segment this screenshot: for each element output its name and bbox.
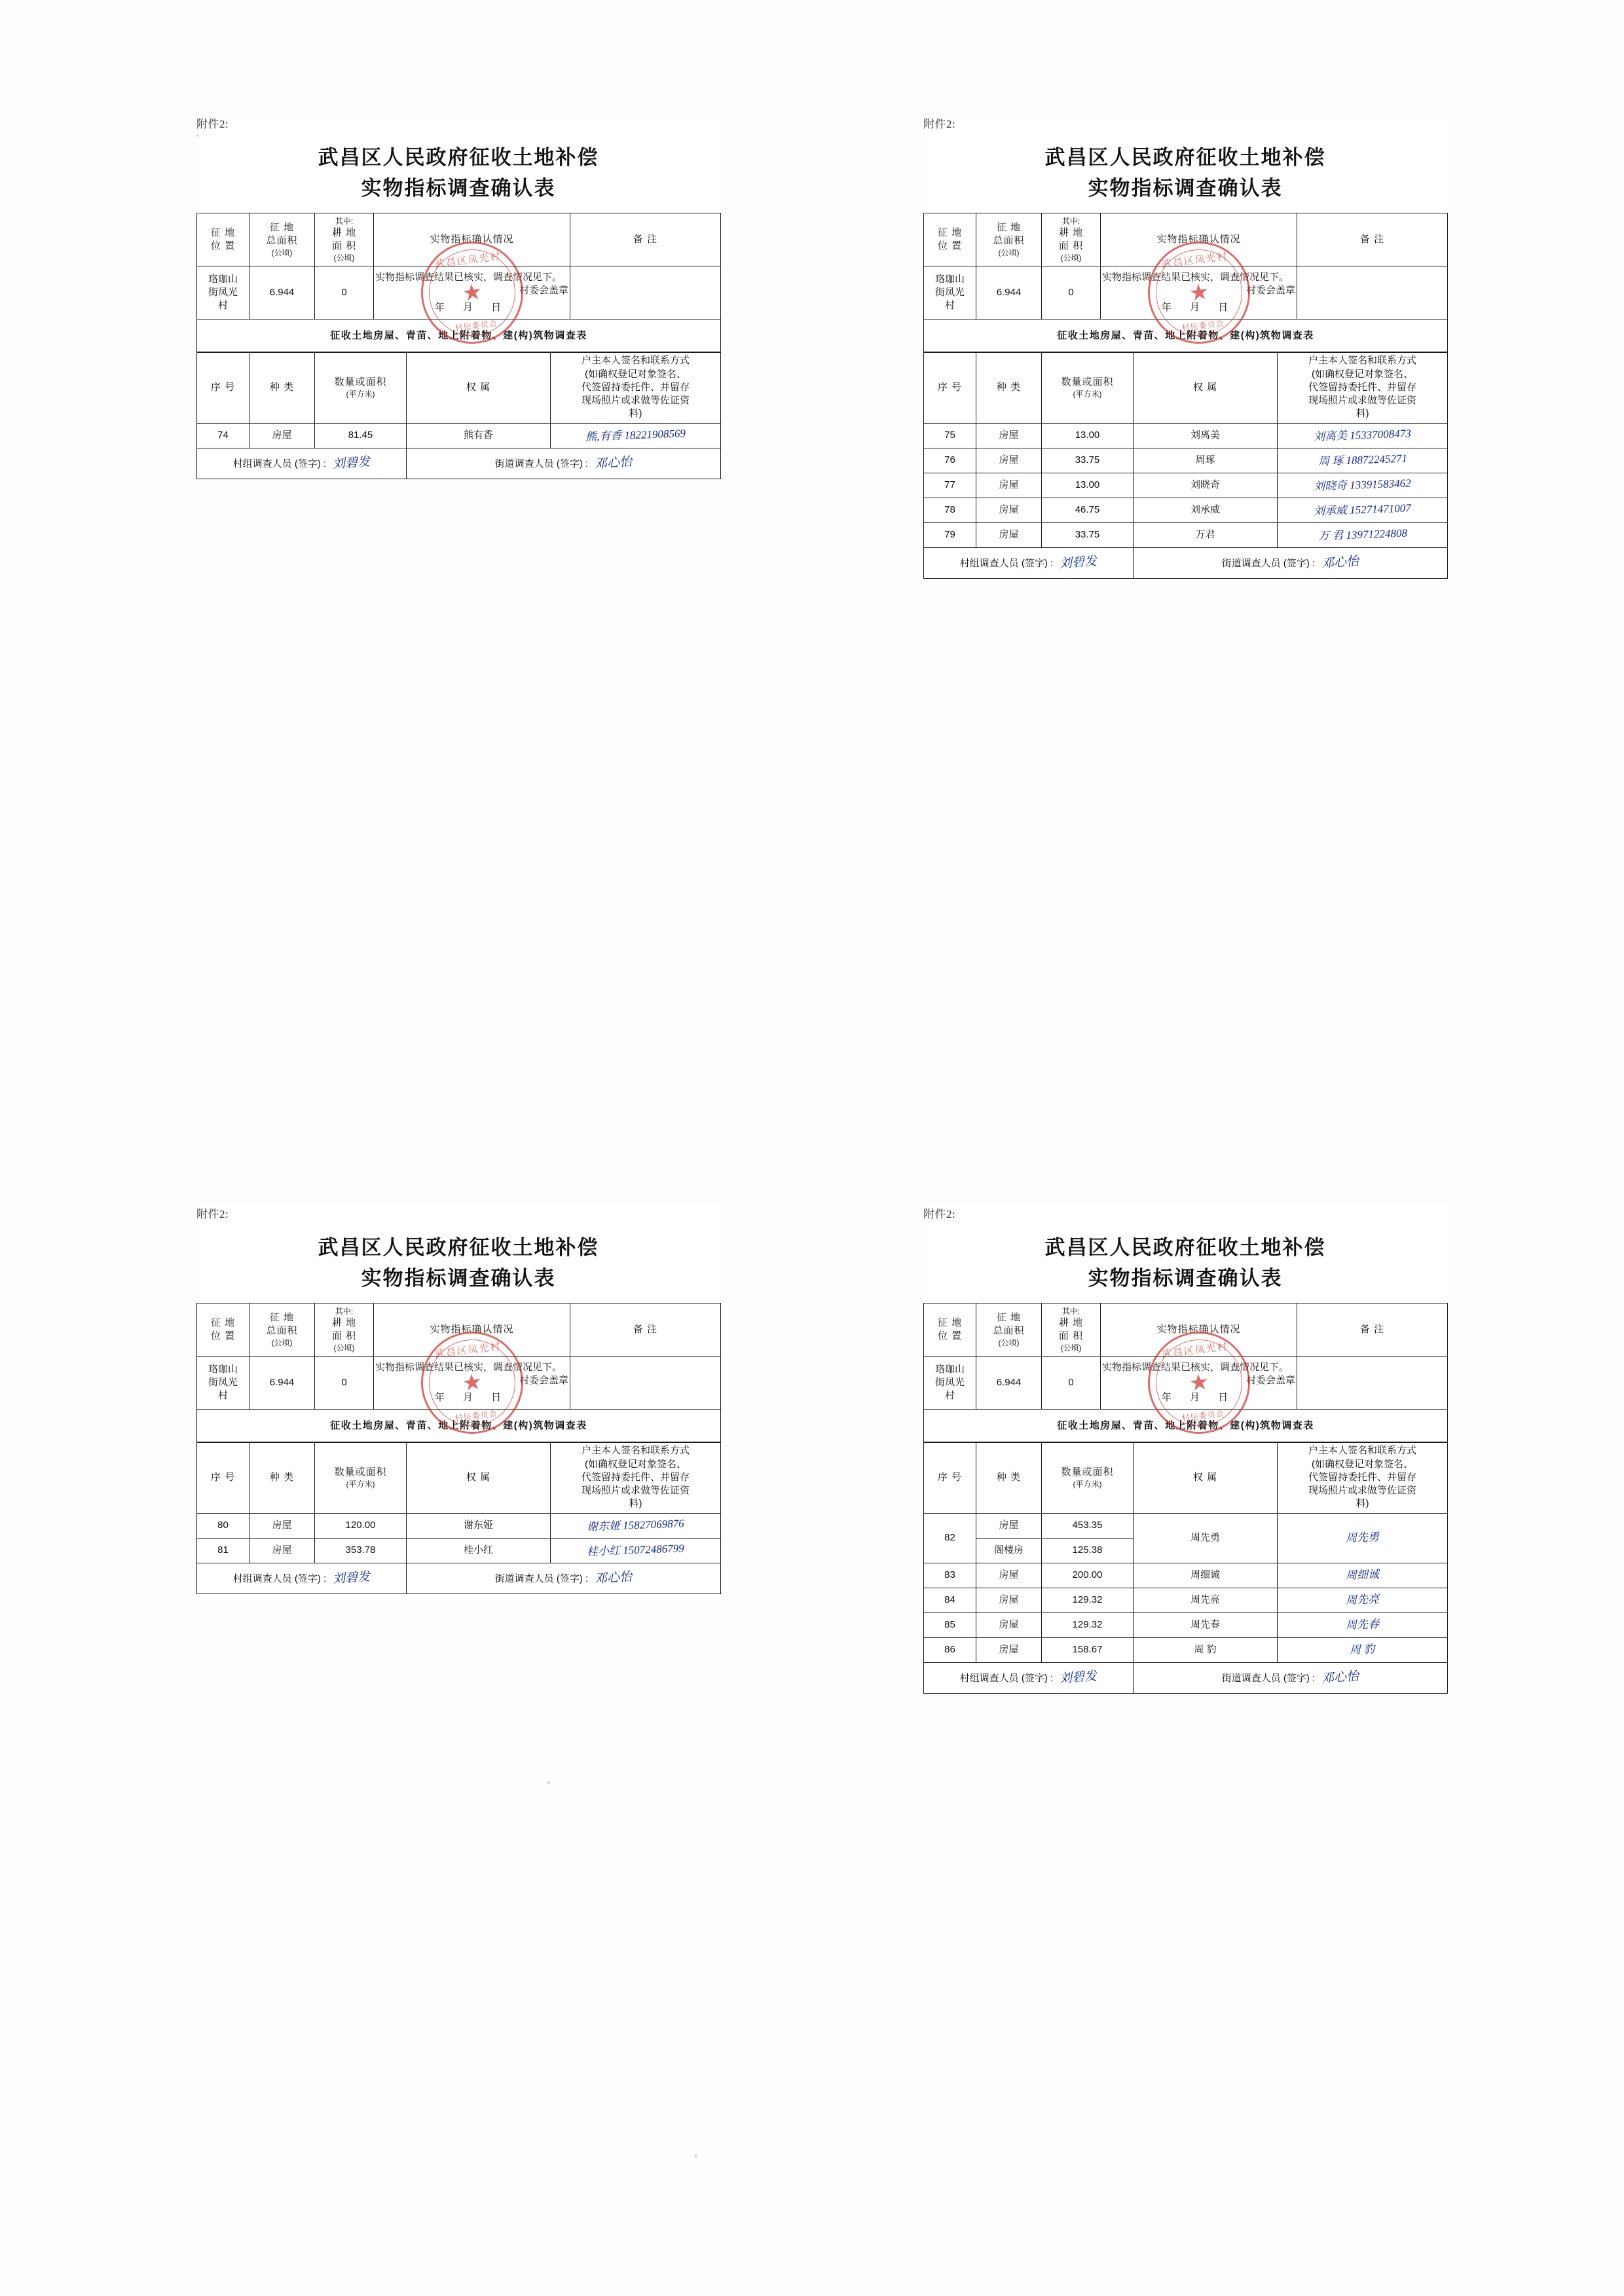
header-table (923, 1303, 1448, 1443)
form-title-line2: 实物指标调查确认表 (1088, 1266, 1283, 1290)
cell-qty: 353.78 (315, 1538, 407, 1563)
cell-signature (1278, 1588, 1448, 1613)
handwritten-signature: 刘承威 15271471007 (1313, 501, 1412, 518)
cell-kind: 房屋 (976, 1513, 1042, 1538)
cell-kind: 房屋 (249, 1538, 315, 1563)
cell-owner: 周琢 (1134, 448, 1278, 473)
cell-remark (570, 266, 721, 319)
scan-speck (547, 1781, 550, 1784)
header-table (196, 1303, 721, 1443)
village-committee-seal: 武昌区凤光村 ★ 村民委员会 (415, 236, 529, 350)
handwritten-signature: 周 琢 18872245271 (1318, 452, 1407, 468)
cell-qty: 158.67 (1042, 1637, 1134, 1662)
handwritten-signature: 周细诚 (1345, 1567, 1380, 1582)
form-title-line2: 实物指标调查确认表 (1088, 176, 1283, 200)
village-investigator-signature: 刘碧发 (1059, 554, 1098, 571)
village-investigator-label: 村组调查人员 (签字) : (959, 1672, 1054, 1684)
table-row (197, 1538, 721, 1563)
table-row (924, 1563, 1448, 1588)
cell-remark (1297, 1357, 1448, 1410)
table-row (197, 423, 721, 448)
cell-confirm (1101, 251, 1297, 333)
cell-signature (1278, 1637, 1448, 1662)
col-header-confirm: 实物指标确认情况 (1101, 1303, 1297, 1357)
handwritten-signature: 周先亮 (1345, 1592, 1380, 1607)
cell-seq: 78 (924, 498, 976, 522)
form-title-line2: 实物指标调查确认表 (361, 1266, 556, 1290)
scan-speck (694, 2154, 697, 2157)
col-header-kind: 种 类 (976, 1442, 1042, 1513)
cell-signature (1278, 423, 1448, 448)
cell-signature (551, 423, 721, 448)
cell-owner: 周先勇 (1134, 1513, 1278, 1563)
confirm-stamp-label: 村委会盖章 (1246, 1374, 1295, 1386)
col-header-remark: 备 注 (1297, 213, 1448, 266)
col-header-farm-area: 其中: 耕 地 面 积 (公顷) (1042, 1303, 1101, 1357)
cell-kind: 房屋 (976, 423, 1042, 448)
col-header-remark: 备 注 (1297, 1303, 1448, 1357)
col-header-owner: 权 属 (1134, 1442, 1278, 1513)
form-top-right (923, 115, 1447, 579)
form-title (196, 1233, 720, 1294)
cell-kind: 房屋 (976, 448, 1042, 473)
cell-qty: 13.00 (1042, 423, 1134, 448)
footer-signature-row (197, 1563, 721, 1594)
table-row (924, 448, 1448, 473)
col-header-kind: 种 类 (249, 352, 315, 423)
confirm-stamp-label: 村委会盖章 (1246, 284, 1295, 296)
street-investigator-label: 街道调查人员 (签字) : (494, 458, 589, 469)
col-header-location: 征 地 位 置 (197, 1303, 249, 1357)
col-header-seq: 序 号 (924, 352, 976, 423)
cell-signature (1278, 448, 1448, 473)
handwritten-signature: 刘晓奇 13391583462 (1313, 477, 1412, 493)
band-title: 征收土地房屋、青苗、地上附着物、建(构)筑物调查表 (197, 1410, 721, 1443)
village-investigator-cell (924, 1662, 1134, 1693)
form-bottom-right (923, 1205, 1447, 1694)
table-row (924, 522, 1448, 547)
street-investigator-cell (407, 448, 721, 479)
table-row (197, 1513, 721, 1538)
band-title: 征收土地房屋、青苗、地上附着物、建(构)筑物调查表 (924, 1410, 1448, 1443)
cell-seq: 79 (924, 522, 976, 547)
village-committee-seal: 武昌区凤光村 ★ 村民委员会 (415, 1326, 529, 1440)
footer-signature-row (924, 547, 1448, 578)
cell-signature (1278, 522, 1448, 547)
table-row (924, 423, 1448, 448)
scan-speck (196, 134, 199, 137)
table-row (924, 498, 1448, 522)
form-title-line1: 武昌区人民政府征收土地补偿 (1044, 1236, 1326, 1259)
cell-seq: 83 (924, 1563, 976, 1588)
col-header-location: 征 地 位 置 (924, 1303, 976, 1357)
cell-total-area: 6.944 (976, 266, 1042, 319)
col-header-seq: 序 号 (924, 1442, 976, 1513)
cell-owner: 刘承威 (1134, 498, 1278, 522)
cell-owner: 桂小红 (407, 1538, 551, 1563)
confirm-date: 年 月 日 (1161, 302, 1236, 314)
confirm-text: 实物指标调查结果已核实，调查情况见下。 (1102, 1361, 1289, 1373)
cell-qty: 81.45 (315, 423, 407, 448)
col-header-kind: 种 类 (249, 1442, 315, 1513)
confirm-text: 实物指标调查结果已核实，调查情况见下。 (375, 1361, 563, 1373)
handwritten-signature: 刘离美 15337008473 (1313, 427, 1412, 443)
attachment-label: 附件2: (196, 1208, 229, 1220)
col-header-total-area: 征 地 总面积 (公顷) (976, 213, 1042, 266)
village-investigator-signature: 刘碧发 (332, 454, 371, 471)
cell-signature (1278, 1513, 1448, 1563)
cell-owner: 刘晓奇 (1134, 473, 1278, 498)
col-header-signature-note: 户主本人签名和联系方式 (如确权登记对象签名、 代签留持委托件、并留存 现场照片或求做等佐证资 料) (1278, 352, 1448, 423)
cell-qty: 33.75 (1042, 522, 1134, 547)
cell-seq: 77 (924, 473, 976, 498)
confirm-date: 年 月 日 (434, 1392, 509, 1404)
cell-signature (1278, 473, 1448, 498)
cell-qty: 46.75 (1042, 498, 1134, 522)
col-header-remark: 备 注 (570, 213, 721, 266)
handwritten-signature: 周 豹 (1350, 1643, 1375, 1656)
cell-kind: 房屋 (976, 498, 1042, 522)
col-header-total-area: 征 地 总面积 (公顷) (976, 1303, 1042, 1357)
cell-kind: 房屋 (976, 1588, 1042, 1613)
street-investigator-cell (1134, 547, 1448, 578)
cell-owner: 周先亮 (1134, 1588, 1278, 1613)
band-title: 征收土地房屋、青苗、地上附着物、建(构)筑物调查表 (197, 319, 721, 353)
col-header-confirm: 实物指标确认情况 (374, 213, 570, 266)
street-investigator-signature: 邓心怡 (1321, 554, 1359, 571)
col-header-kind: 种 类 (976, 352, 1042, 423)
cell-signature (1278, 498, 1448, 522)
confirm-date: 年 月 日 (434, 302, 509, 314)
cell-qty: 129.32 (1042, 1588, 1134, 1613)
cell-seq: 81 (197, 1538, 249, 1563)
cell-qty: 453.35 (1042, 1513, 1134, 1538)
cell-kind: 房屋 (249, 1513, 315, 1538)
cell-qty: 200.00 (1042, 1563, 1134, 1588)
form-top-left (196, 115, 720, 479)
band-title: 征收土地房屋、青苗、地上附着物、建(构)筑物调查表 (924, 319, 1448, 353)
handwritten-signature: 周先勇 (1345, 1530, 1380, 1544)
cell-seq: 75 (924, 423, 976, 448)
cell-remark (570, 1357, 721, 1410)
col-header-signature-note: 户主本人签名和联系方式 (如确权登记对象签名、 代签留持委托件、并留存 现场照片或求做等佐证资 料) (1278, 1442, 1448, 1513)
cell-kind: 房屋 (976, 1563, 1042, 1588)
cell-seq: 84 (924, 1588, 976, 1613)
cell-kind: 房屋 (976, 522, 1042, 547)
form-title (923, 1233, 1447, 1294)
table-row (924, 1637, 1448, 1662)
cell-seq: 82 (924, 1513, 976, 1563)
col-header-qty: 数量或面积 (平方米) (1042, 1442, 1134, 1513)
confirm-text: 实物指标调查结果已核实，调查情况见下。 (1102, 271, 1289, 283)
cell-qty: 129.32 (1042, 1613, 1134, 1637)
col-header-confirm: 实物指标确认情况 (374, 1303, 570, 1357)
col-header-qty: 数量或面积 (平方米) (315, 1442, 407, 1513)
cell-location: 珞珈山 街凤光 村 (924, 266, 976, 319)
cell-kind: 房屋 (976, 473, 1042, 498)
street-investigator-label: 街道调查人员 (签字) : (1221, 557, 1316, 569)
footer-signature-row (197, 448, 721, 479)
cell-signature (551, 1513, 721, 1538)
village-investigator-label: 村组调查人员 (签字) : (959, 557, 1054, 569)
form-title-line1: 武昌区人民政府征收土地补偿 (318, 1236, 599, 1259)
village-investigator-label: 村组调查人员 (签字) : (232, 1573, 327, 1584)
street-investigator-label: 街道调查人员 (签字) : (494, 1573, 589, 1584)
cell-location: 珞珈山 街凤光 村 (197, 266, 249, 319)
cell-total-area: 6.944 (249, 266, 315, 319)
form-title-line1: 武昌区人民政府征收土地补偿 (1044, 146, 1326, 169)
cell-seq: 74 (197, 423, 249, 448)
village-committee-seal: 武昌区凤光村 ★ 村民委员会 (1142, 1326, 1256, 1440)
table-row (924, 1613, 1448, 1637)
cell-qty: 13.00 (1042, 473, 1134, 498)
cell-qty: 33.75 (1042, 448, 1134, 473)
cell-qty: 120.00 (315, 1513, 407, 1538)
col-header-signature-note: 户主本人签名和联系方式 (如确权登记对象签名、 代签留持委托件、并留存 现场照片或求做等佐证资 料) (551, 352, 721, 423)
cell-confirm (374, 251, 570, 333)
cell-farm-area: 0 (315, 1357, 374, 1410)
cell-location: 珞珈山 街凤光 村 (924, 1357, 976, 1410)
handwritten-signature: 桂小红 15072486799 (586, 1542, 685, 1558)
attachment-label: 附件2: (196, 118, 229, 130)
street-investigator-signature: 邓心怡 (1321, 1669, 1359, 1686)
handwritten-signature: 万 君 13971224808 (1318, 526, 1407, 543)
street-investigator-cell (407, 1563, 721, 1594)
col-header-owner: 权 属 (407, 1442, 551, 1513)
cell-owner: 谢东娅 (407, 1513, 551, 1538)
form-title-line2: 实物指标调查确认表 (361, 176, 556, 200)
cell-location: 珞珈山 街凤光 村 (197, 1357, 249, 1410)
cell-total-area: 6.944 (976, 1357, 1042, 1410)
confirm-text: 实物指标调查结果已核实，调查情况见下。 (375, 271, 563, 283)
handwritten-signature: 熊,有香 18221908569 (585, 427, 686, 443)
col-header-confirm: 实物指标确认情况 (1101, 213, 1297, 266)
cell-kind: 阁楼房 (976, 1538, 1042, 1563)
col-header-remark: 备 注 (570, 1303, 721, 1357)
village-committee-seal: 武昌区凤光村 ★ 村民委员会 (1142, 236, 1256, 350)
handwritten-signature: 周先春 (1345, 1617, 1380, 1631)
cell-signature (1278, 1563, 1448, 1588)
detail-table (196, 1442, 721, 1594)
village-investigator-cell (197, 1563, 407, 1594)
street-investigator-signature: 邓心怡 (594, 1569, 633, 1586)
attachment-label: 附件2: (923, 1208, 956, 1220)
detail-table (923, 1442, 1448, 1693)
col-header-qty: 数量或面积 (平方米) (1042, 352, 1134, 423)
cell-kind: 房屋 (976, 1613, 1042, 1637)
header-table (923, 213, 1448, 353)
col-header-farm-area: 其中: 耕 地 面 积 (公顷) (315, 213, 374, 266)
form-title (923, 143, 1447, 204)
street-investigator-signature: 邓心怡 (594, 454, 633, 471)
col-header-owner: 权 属 (407, 352, 551, 423)
village-investigator-signature: 刘碧发 (1059, 1669, 1098, 1686)
col-header-owner: 权 属 (1134, 352, 1278, 423)
village-investigator-cell (924, 547, 1134, 578)
cell-farm-area: 0 (1042, 266, 1101, 319)
cell-total-area: 6.944 (249, 1357, 315, 1410)
col-header-farm-area: 其中: 耕 地 面 积 (公顷) (1042, 213, 1101, 266)
cell-owner: 周 豹 (1134, 1637, 1278, 1662)
form-title (196, 143, 720, 204)
cell-seq: 80 (197, 1513, 249, 1538)
cell-confirm (374, 1341, 570, 1423)
table-row (924, 473, 1448, 498)
cell-qty: 125.38 (1042, 1538, 1134, 1563)
cell-seq: 76 (924, 448, 976, 473)
cell-signature (1278, 1613, 1448, 1637)
cell-kind: 房屋 (976, 1637, 1042, 1662)
street-investigator-cell (1134, 1662, 1448, 1693)
cell-farm-area: 0 (1042, 1357, 1101, 1410)
cell-owner: 刘离美 (1134, 423, 1278, 448)
cell-seq: 86 (924, 1637, 976, 1662)
col-header-location: 征 地 位 置 (197, 213, 249, 266)
cell-owner: 周先春 (1134, 1613, 1278, 1637)
col-header-farm-area: 其中: 耕 地 面 积 (公顷) (315, 1303, 374, 1357)
handwritten-signature: 谢东娅 15827069876 (586, 1517, 685, 1533)
cell-signature (551, 1538, 721, 1563)
street-investigator-label: 街道调查人员 (签字) : (1221, 1672, 1316, 1684)
cell-remark (1297, 266, 1448, 319)
village-investigator-signature: 刘碧发 (332, 1569, 371, 1586)
village-investigator-cell (197, 448, 407, 479)
col-header-location: 征 地 位 置 (924, 213, 976, 266)
col-header-signature-note: 户主本人签名和联系方式 (如确权登记对象签名、 代签留持委托件、并留存 现场照片或求做等佐证资 料) (551, 1442, 721, 1513)
cell-owner: 万君 (1134, 522, 1278, 547)
cell-farm-area: 0 (315, 266, 374, 319)
col-header-seq: 序 号 (197, 1442, 249, 1513)
form-title-line1: 武昌区人民政府征收土地补偿 (318, 146, 599, 169)
cell-owner: 周细诚 (1134, 1563, 1278, 1588)
cell-owner: 熊有香 (407, 423, 551, 448)
cell-seq: 85 (924, 1613, 976, 1637)
confirm-stamp-label: 村委会盖章 (519, 1374, 568, 1386)
footer-signature-row (924, 1662, 1448, 1693)
cell-kind: 房屋 (249, 423, 315, 448)
detail-table (196, 352, 721, 479)
col-header-total-area: 征 地 总面积 (公顷) (249, 213, 315, 266)
col-header-qty: 数量或面积 (平方米) (315, 352, 407, 423)
table-row (924, 1513, 1448, 1538)
detail-table (923, 352, 1448, 578)
attachment-label: 附件2: (923, 118, 956, 130)
cell-confirm (1101, 1341, 1297, 1423)
village-investigator-label: 村组调查人员 (签字) : (232, 458, 327, 469)
confirm-stamp-label: 村委会盖章 (519, 284, 568, 296)
col-header-total-area: 征 地 总面积 (公顷) (249, 1303, 315, 1357)
header-table (196, 213, 721, 353)
confirm-date: 年 月 日 (1161, 1392, 1236, 1404)
table-row (924, 1588, 1448, 1613)
form-bottom-left (196, 1205, 720, 1594)
col-header-seq: 序 号 (197, 352, 249, 423)
